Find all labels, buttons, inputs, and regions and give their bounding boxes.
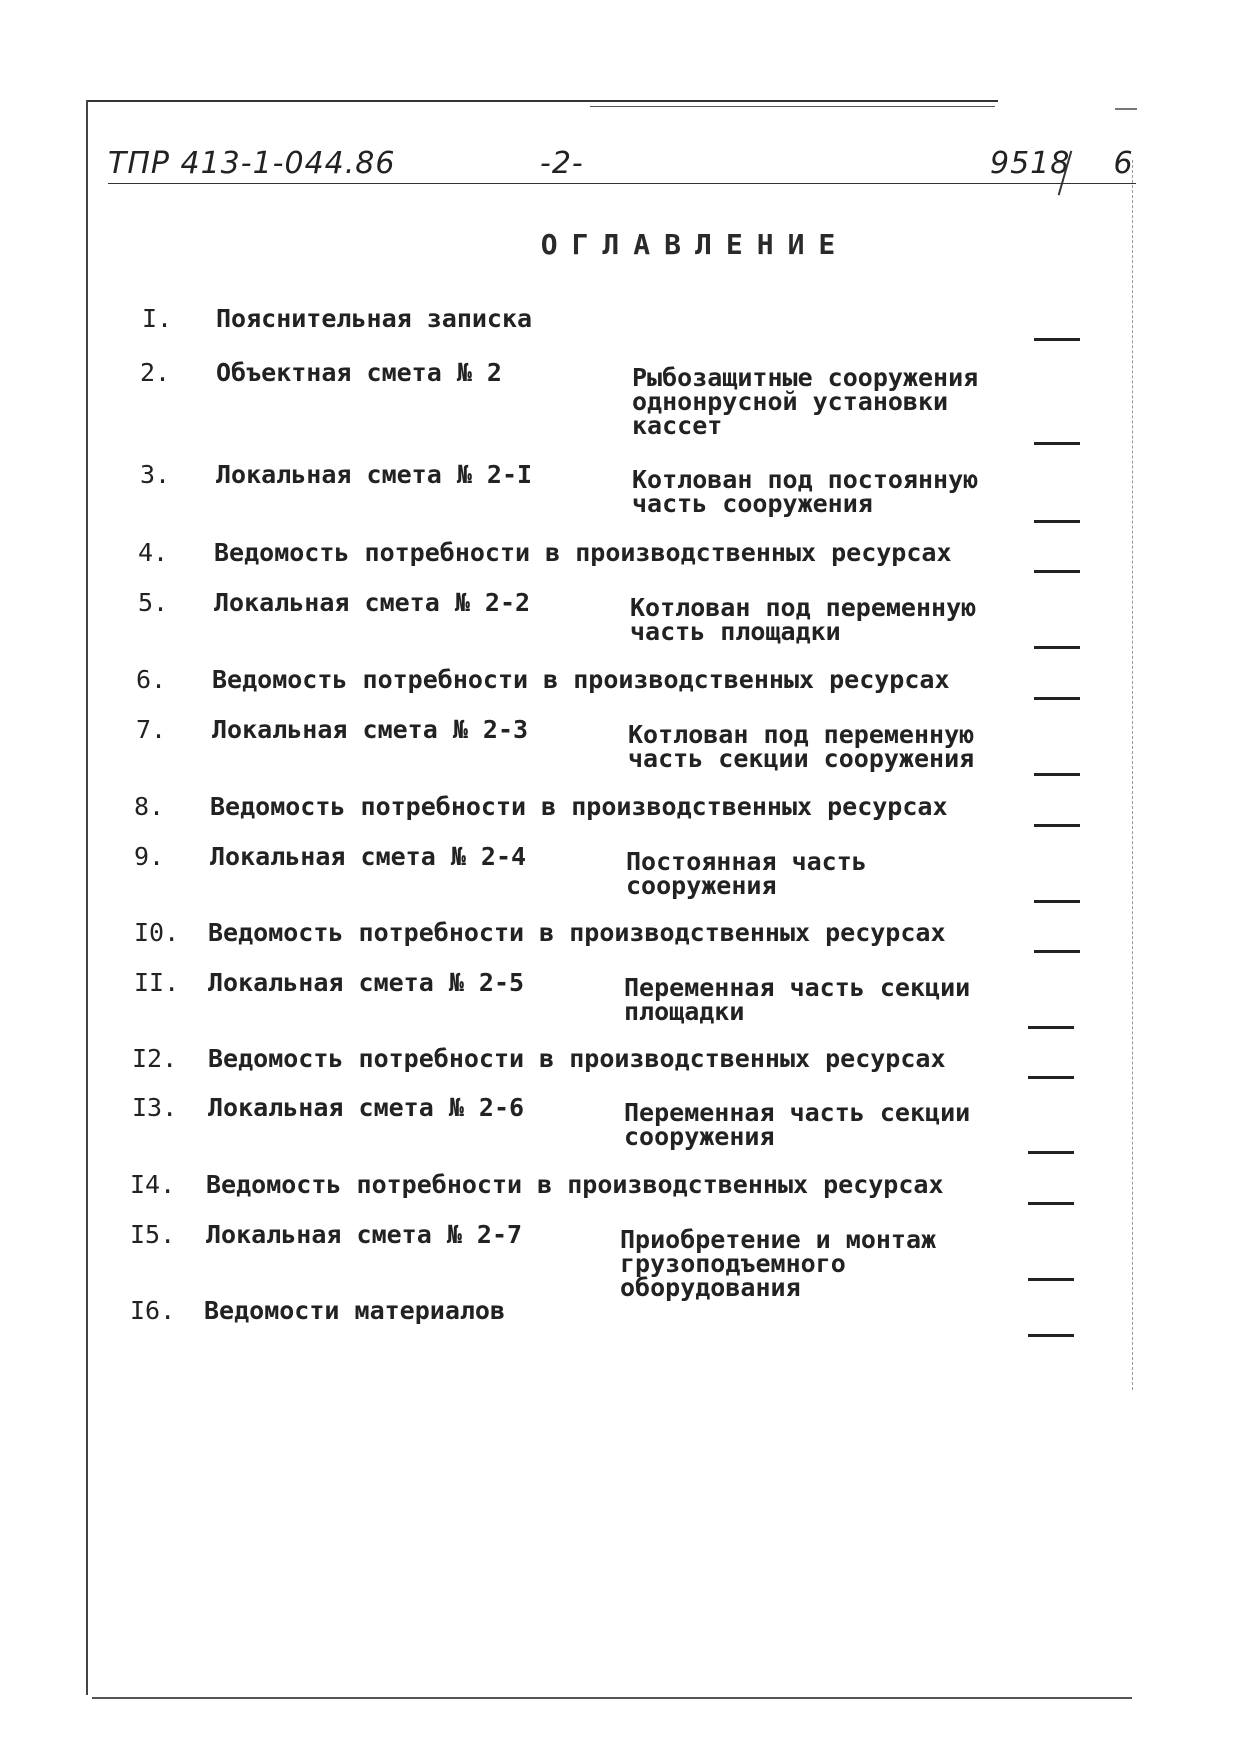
- toc-item: [0, 717, 1240, 777]
- toc-item-number: 8.: [134, 792, 165, 821]
- toc-item-name: Ведомость потребности в производственных ресурсах: [208, 918, 946, 947]
- toc-item-number: 3.: [140, 460, 171, 489]
- toc-item-page-dash: [1034, 900, 1080, 903]
- toc-item-number: I3.: [132, 1093, 178, 1122]
- toc-item-name: Пояснительная записка: [216, 304, 533, 333]
- toc-item-name: Локальная смета № 2-2: [214, 588, 531, 617]
- toc-item-description: Котлован под переменную часть секции сооружения: [628, 720, 975, 773]
- toc-item: [0, 590, 1240, 650]
- toc-item-number: 2.: [140, 358, 171, 387]
- toc-item-description: Переменная часть секции площадки: [624, 973, 971, 1026]
- toc-item-page-dash: [1034, 824, 1080, 827]
- toc-item-name: Ведомость потребности в производственных ресурсах: [210, 792, 948, 821]
- sheet-ref-suffix: 6: [1113, 146, 1134, 181]
- toc-item-page-dash: [1028, 1334, 1074, 1337]
- toc-item-name: Локальная смета № 2-4: [210, 842, 527, 871]
- toc-item: [0, 306, 1240, 366]
- toc-item-description: Приобретение и монтаж грузоподъемного оборудования: [620, 1225, 937, 1302]
- toc-item-name: Ведомости материалов: [204, 1296, 506, 1325]
- toc-item-name: Локальная смета № 2-5: [208, 968, 525, 997]
- toc-item-number: I0.: [134, 918, 180, 947]
- toc-item-description: Переменная часть секции сооружения: [624, 1098, 971, 1151]
- toc-item-page-dash: [1034, 773, 1080, 776]
- toc-item-description: Котлован под постоянную часть сооружения: [632, 465, 979, 518]
- toc-item-number: 4.: [138, 538, 169, 567]
- toc-item-page-dash: [1034, 646, 1080, 649]
- toc-item: [0, 1298, 1240, 1358]
- toc-item-number: I.: [142, 304, 173, 333]
- toc-item-description: Котлован под переменную часть площадки: [630, 593, 977, 646]
- toc-item: [0, 358, 1240, 440]
- toc-item-page-dash: [1034, 950, 1080, 953]
- toc-item-name: Ведомость потребности в производственных ресурсах: [214, 538, 952, 567]
- toc-item-page-dash: [1034, 338, 1080, 341]
- toc-item-number: I5.: [130, 1220, 176, 1249]
- toc-item: [0, 1095, 1240, 1155]
- toc-item-name: Ведомость потребности в производственных ресурсах: [212, 665, 950, 694]
- toc-item-name: Локальная смета № 2-7: [206, 1220, 523, 1249]
- toc-item-number: I4.: [130, 1170, 176, 1199]
- toc-item-number: 6.: [136, 665, 167, 694]
- toc-item-number: I6.: [130, 1296, 176, 1325]
- toc-item-name: Локальная смета № 2-6: [208, 1093, 525, 1122]
- toc-item-name: Локальная смета № 2-3: [212, 715, 529, 744]
- toc-item-description: Постоянная часть сооружения: [626, 847, 867, 900]
- page-number: -2-: [540, 146, 584, 181]
- toc-item: [0, 844, 1240, 904]
- toc-item-number: 9.: [134, 842, 165, 871]
- toc-item-number: II.: [134, 968, 180, 997]
- toc-item-name: Объектная смета № 2: [216, 358, 502, 387]
- sheet-ref-number: 9518: [990, 146, 1071, 181]
- toc-item-page-dash: [1034, 570, 1080, 573]
- toc-item-page-dash: [1028, 1202, 1074, 1205]
- toc-item-name: Ведомость потребности в производственных ресурсах: [208, 1044, 946, 1073]
- toc-item-page-dash: [1034, 442, 1080, 445]
- toc-item-page-dash: [1034, 520, 1080, 523]
- toc-item-page-dash: [1028, 1278, 1074, 1281]
- toc-item-number: 5.: [138, 588, 169, 617]
- toc-item: [0, 462, 1240, 522]
- toc-item-page-dash: [1028, 1151, 1074, 1154]
- toc-item: [0, 970, 1240, 1030]
- toc-item-number: 7.: [136, 715, 167, 744]
- toc-item: [0, 1220, 1240, 1302]
- toc-item-page-dash: [1028, 1026, 1074, 1029]
- toc-item-page-dash: [1028, 1076, 1074, 1079]
- page-title: ОГЛАВЛЕНИЕ: [540, 228, 850, 261]
- toc-item-name: Локальная смета № 2-I: [216, 460, 533, 489]
- toc-item-number: I2.: [132, 1044, 178, 1073]
- document-code: ТПР 413-1-044.86: [108, 146, 396, 181]
- toc-item-page-dash: [1034, 697, 1080, 700]
- toc-item-name: Ведомость потребности в производственных ресурсах: [206, 1170, 944, 1199]
- toc-item-description: Рыбозащитные сооружения однонрусной установки кассет: [632, 363, 979, 440]
